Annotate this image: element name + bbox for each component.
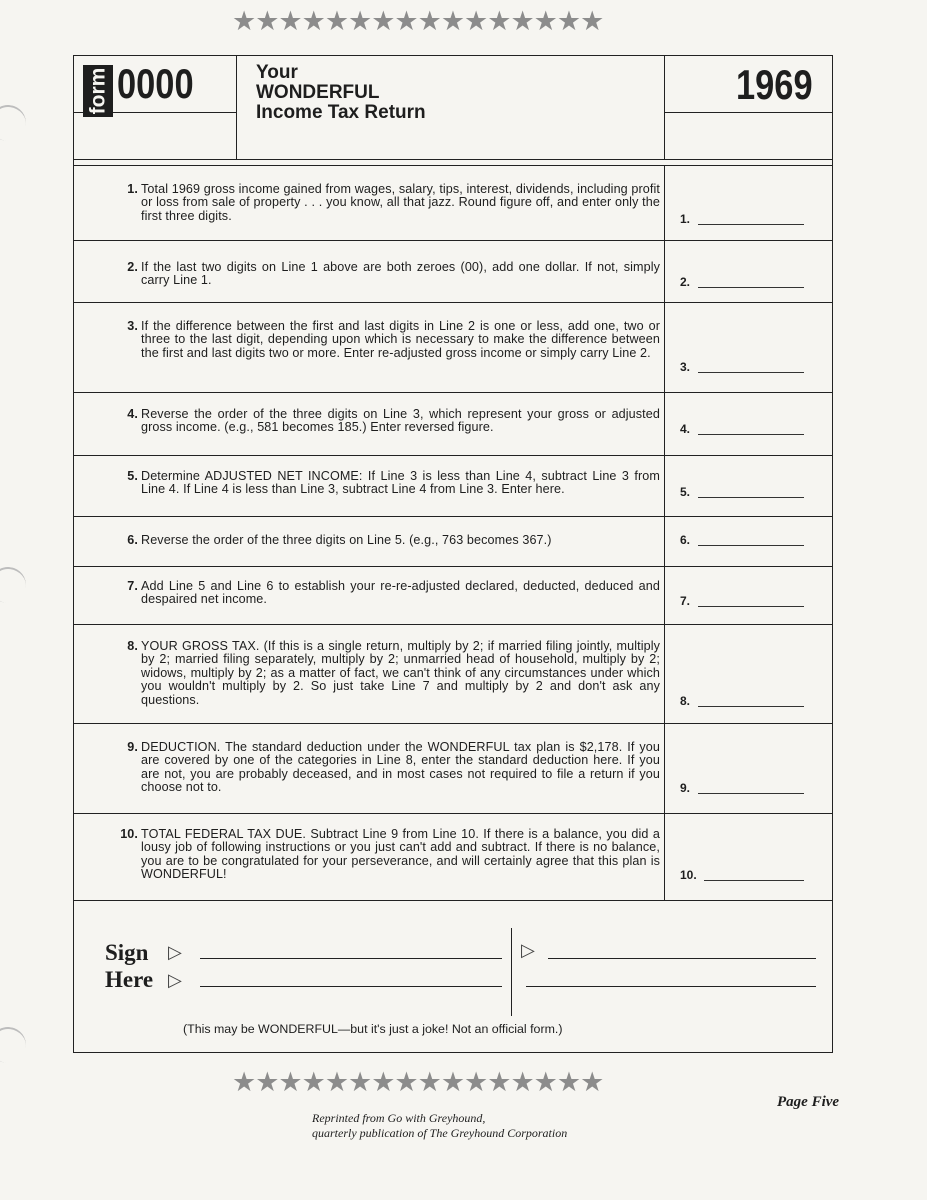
line-item-7 (108, 580, 660, 607)
entry-label: 1. (680, 212, 691, 226)
line-text: Total 1969 gross income gained from wages, salary, tips, interest, dividends, including profit or loss from sale of property . . . you know, all that jazz. Round figure off, and enter only the first three digits. (141, 182, 660, 223)
entry-label: 5. (680, 485, 691, 499)
line-text: Reverse the order of the three digits on Line 3, which represent your gross or adjusted gross income. (e.g., 581 becomes 185.) Enter reversed figure. (141, 407, 660, 435)
entry-field-10[interactable] (680, 868, 830, 882)
row-separator (73, 302, 833, 303)
here-label: Here (105, 967, 154, 992)
line-number: 2. (127, 260, 138, 274)
line-item-4 (108, 408, 660, 435)
signature-line-4[interactable] (526, 986, 816, 987)
entry-field-6[interactable] (680, 533, 830, 547)
line-text: YOUR GROSS TAX. (If this is a single return, multiply by 2; if married filing jointly, multiply by 2; married filing separately, multiply by 2; unmarried head of household, multiply by 2; widows, multiply by 2; as a matter of fact, we can't think of any circumstances under which you wouldn't multiply by 2. So just take Line 7 and multiply by 2 and don't ask any questions. (141, 639, 660, 707)
entry-blank[interactable] (698, 706, 804, 707)
row-separator (73, 900, 833, 901)
signature-line-1[interactable] (200, 958, 502, 959)
line-item-8 (108, 640, 660, 707)
line-item-5 (108, 470, 660, 497)
entry-blank[interactable] (698, 434, 804, 435)
entry-label: 9. (680, 781, 691, 795)
binder-hole-top (0, 103, 28, 144)
bottom-star-border: ★★★★★★★★★★★★★★★★ (232, 1067, 604, 1098)
line-number: 8. (127, 639, 138, 653)
row-separator (73, 723, 833, 724)
binder-hole-bottom (0, 1025, 28, 1066)
row-separator (73, 624, 833, 625)
entry-label: 3. (680, 360, 691, 374)
entry-label: 6. (680, 533, 691, 547)
row-separator (73, 392, 833, 393)
entry-label: 8. (680, 694, 691, 708)
line-number: 9. (127, 740, 138, 754)
entry-blank[interactable] (698, 545, 804, 546)
disclaimer: (This may be WONDERFUL—but it's just a joke! Not an official form.) (183, 1022, 563, 1036)
signature-divider (511, 928, 512, 1016)
form-title (256, 63, 426, 123)
line-number: 3. (127, 319, 138, 333)
row-separator (73, 516, 833, 517)
row-separator (73, 455, 833, 456)
row-separator (73, 240, 833, 241)
entry-field-9[interactable] (680, 781, 830, 795)
entry-label: 4. (680, 422, 691, 436)
credit-line-1: Reprinted from Go with Greyhound, (312, 1111, 486, 1125)
header-rule-right (664, 112, 833, 113)
header-divider-left (236, 55, 237, 159)
line-text: DEDUCTION. The standard deduction under the WONDERFUL tax plan is $2,178. If you are covered by one of the categories in Line 8, enter the standard deduction here. If you are not, you are probably deceased, and in most cases not required to file a return if you choose not to. (141, 740, 660, 795)
entry-blank[interactable] (704, 880, 804, 881)
line-number: 10. (120, 827, 138, 841)
line-text: TOTAL FEDERAL TAX DUE. Subtract Line 9 from Line 10. If there is a balance, you did a lousy job of following instructions or you just can't add and subtract. If there is no balance, you are to be congratulated for your perseverance, and will certainly agree that this plan is WONDERFUL! (141, 827, 660, 882)
entry-label: 7. (680, 594, 691, 608)
entry-field-3[interactable] (680, 360, 830, 374)
entry-field-7[interactable] (680, 594, 830, 608)
line-text: Reverse the order of the three digits on Line 5. (e.g., 763 becomes 367.) (141, 533, 552, 547)
credit-line-2: quarterly publication of The Greyhound Corporation (312, 1126, 568, 1140)
entry-field-1[interactable] (680, 212, 830, 226)
line-text: If the last two digits on Line 1 above are both zeroes (00), add one dollar. If not, simply carry Line 1. (141, 260, 660, 288)
line-text: If the difference between the first and last digits in Line 2 is one or less, add one, two or three to the last digit, depending upon which is necessary to make the difference between the first and last digits two or more. Enter re-adjusted gross income or simply carry Line 2. (141, 319, 660, 360)
here-arrow-icon: ▷ (168, 970, 182, 991)
binder-hole-middle (0, 565, 28, 606)
line-number: 1. (127, 182, 138, 196)
entry-field-2[interactable] (680, 275, 830, 289)
answer-column-divider (664, 165, 665, 900)
entry-blank[interactable] (698, 497, 804, 498)
line-number: 4. (127, 407, 138, 421)
line-text: Determine ADJUSTED NET INCOME: If Line 3 is less than Line 4, subtract Line 3 from Line 4. If Line 4 is less than Line 3, subtract Line 4 from Line 3. Enter here. (141, 469, 660, 497)
spouse-arrow-icon: ▷ (521, 940, 535, 961)
header-bottom-rule-2 (73, 165, 833, 166)
top-star-border: ★★★★★★★★★★★★★★★★ (232, 6, 604, 37)
header-bottom-rule (73, 159, 833, 160)
entry-blank[interactable] (698, 793, 804, 794)
entry-blank[interactable] (698, 372, 804, 373)
line-number: 7. (127, 579, 138, 593)
entry-field-4[interactable] (680, 422, 830, 436)
entry-label: 2. (680, 275, 691, 289)
title-line-1: Your (256, 62, 298, 83)
sign-label: Sign (105, 940, 149, 965)
form-number: 0000 (117, 60, 194, 107)
row-separator (73, 566, 833, 567)
line-item-9 (108, 741, 660, 795)
entry-blank[interactable] (698, 606, 804, 607)
entry-blank[interactable] (698, 224, 804, 225)
entry-field-5[interactable] (680, 485, 830, 499)
header-divider-right (664, 55, 665, 159)
entry-field-8[interactable] (680, 694, 830, 708)
line-item-2 (108, 261, 660, 288)
line-text: Add Line 5 and Line 6 to establish your re-re-adjusted declared, deducted, deduced and despaired net income. (141, 579, 660, 607)
line-item-6 (108, 534, 660, 547)
title-line-2: WONDERFUL (256, 82, 380, 103)
sign-arrow-icon: ▷ (168, 942, 182, 963)
title-line-3: Income Tax Return (256, 102, 426, 123)
line-item-3 (108, 320, 660, 360)
form-label: form (83, 65, 113, 117)
entry-blank[interactable] (698, 287, 804, 288)
row-separator (73, 813, 833, 814)
line-item-1 (108, 183, 660, 223)
page-number: Page Five (777, 1094, 840, 1110)
line-item-10 (108, 828, 660, 882)
tax-year: 1969 (736, 61, 813, 108)
line-number: 5. (127, 469, 138, 483)
entry-label: 10. (680, 868, 697, 882)
signature-line-3[interactable] (548, 958, 816, 959)
reprint-credit (312, 1111, 567, 1141)
signature-line-2[interactable] (200, 986, 502, 987)
line-number: 6. (127, 533, 138, 547)
